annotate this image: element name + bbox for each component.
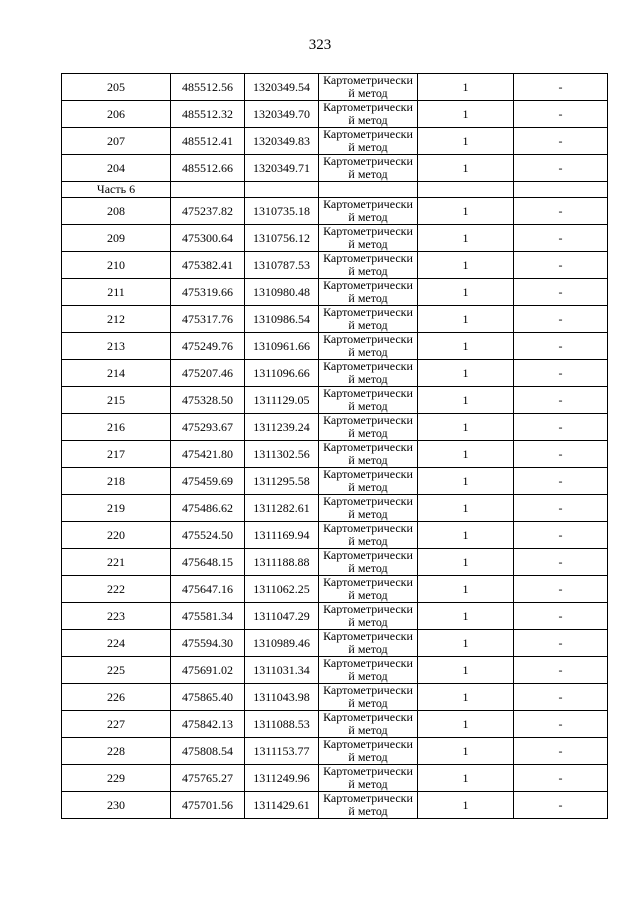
- x-coordinate-cell: 475594.30: [171, 630, 245, 657]
- table-row: [62, 387, 608, 414]
- coordinates-table-body: [62, 74, 608, 819]
- accuracy-cell: 1: [418, 657, 514, 684]
- y-coordinate-cell: 1311239.24: [245, 414, 319, 441]
- point-id-cell: 217: [62, 441, 171, 468]
- method-line: Картометрически: [323, 791, 413, 805]
- note-cell: -: [514, 576, 608, 603]
- method-line: й метод: [348, 399, 388, 413]
- method-line: Картометрически: [323, 710, 413, 724]
- x-coordinate-cell: 475328.50: [171, 387, 245, 414]
- accuracy-cell: 1: [418, 738, 514, 765]
- y-coordinate-cell: 1320349.71: [245, 155, 319, 182]
- x-coordinate-cell: 475207.46: [171, 360, 245, 387]
- point-id-cell: 215: [62, 387, 171, 414]
- table-row: [62, 711, 608, 738]
- x-coordinate-cell: 485512.32: [171, 101, 245, 128]
- table-row: [62, 792, 608, 819]
- point-id-cell: 227: [62, 711, 171, 738]
- point-id-cell: 230: [62, 792, 171, 819]
- method-cell: [319, 252, 418, 279]
- x-coordinate-cell: 485512.41: [171, 128, 245, 155]
- accuracy-cell: 1: [418, 101, 514, 128]
- x-coordinate-cell: 475249.76: [171, 333, 245, 360]
- method-cell: [319, 101, 418, 128]
- table-row: [62, 333, 608, 360]
- method-line: й метод: [348, 669, 388, 683]
- method-cell: [319, 360, 418, 387]
- y-coordinate-cell: 1311302.56: [245, 441, 319, 468]
- accuracy-cell: 1: [418, 468, 514, 495]
- section-row: [62, 182, 608, 198]
- accuracy-cell: 1: [418, 225, 514, 252]
- method-line: Картометрически: [323, 494, 413, 508]
- y-coordinate-cell: 1320349.70: [245, 101, 319, 128]
- method-line: Картометрически: [323, 386, 413, 400]
- x-coordinate-cell: 475691.02: [171, 657, 245, 684]
- x-coordinate-cell: 475865.40: [171, 684, 245, 711]
- x-coordinate-cell: 475382.41: [171, 252, 245, 279]
- method-line: Картометрически: [323, 73, 413, 87]
- point-id-cell: 210: [62, 252, 171, 279]
- table-row: [62, 468, 608, 495]
- x-coordinate-cell: 475648.15: [171, 549, 245, 576]
- note-cell: -: [514, 603, 608, 630]
- method-cell: [319, 333, 418, 360]
- method-cell: [319, 684, 418, 711]
- accuracy-cell: 1: [418, 792, 514, 819]
- method-line: й метод: [348, 318, 388, 332]
- x-coordinate-cell: 475581.34: [171, 603, 245, 630]
- table-row: [62, 576, 608, 603]
- y-coordinate-cell: 1310986.54: [245, 306, 319, 333]
- accuracy-cell: 1: [418, 576, 514, 603]
- table-row: [62, 657, 608, 684]
- method-line: й метод: [348, 615, 388, 629]
- table-row: [62, 74, 608, 101]
- method-line: й метод: [348, 507, 388, 521]
- note-cell: -: [514, 441, 608, 468]
- point-id-cell: 223: [62, 603, 171, 630]
- y-coordinate-cell: 1310756.12: [245, 225, 319, 252]
- method-cell: [319, 765, 418, 792]
- method-line: й метод: [348, 777, 388, 791]
- method-line: Картометрически: [323, 656, 413, 670]
- table-row: [62, 684, 608, 711]
- method-line: й метод: [348, 561, 388, 575]
- table-row: [62, 738, 608, 765]
- method-line: й метод: [348, 210, 388, 224]
- method-cell: [319, 74, 418, 101]
- note-cell: -: [514, 414, 608, 441]
- accuracy-cell: 1: [418, 684, 514, 711]
- x-coordinate-cell: 485512.66: [171, 155, 245, 182]
- point-id-cell: 229: [62, 765, 171, 792]
- method-line: Картометрически: [323, 548, 413, 562]
- method-cell: [319, 155, 418, 182]
- method-line: й метод: [348, 86, 388, 100]
- note-cell: -: [514, 198, 608, 225]
- accuracy-cell: 1: [418, 711, 514, 738]
- method-cell: [319, 630, 418, 657]
- y-coordinate-cell: 1311249.96: [245, 765, 319, 792]
- method-line: й метод: [348, 480, 388, 494]
- method-cell: [319, 306, 418, 333]
- note-cell: -: [514, 549, 608, 576]
- note-cell: -: [514, 684, 608, 711]
- method-line: Картометрически: [323, 629, 413, 643]
- method-line: Картометрически: [323, 764, 413, 778]
- accuracy-cell: 1: [418, 333, 514, 360]
- accuracy-cell: 1: [418, 495, 514, 522]
- note-cell: -: [514, 360, 608, 387]
- method-cell: [319, 225, 418, 252]
- y-coordinate-cell: 1311062.25: [245, 576, 319, 603]
- method-cell: [319, 792, 418, 819]
- method-line: Картометрически: [323, 278, 413, 292]
- x-coordinate-cell: 475765.27: [171, 765, 245, 792]
- table-row: [62, 279, 608, 306]
- method-cell: [319, 711, 418, 738]
- x-coordinate-cell: 475524.50: [171, 522, 245, 549]
- point-id-cell: 213: [62, 333, 171, 360]
- y-coordinate-cell: 1320349.83: [245, 128, 319, 155]
- x-coordinate-cell: 475237.82: [171, 198, 245, 225]
- note-cell: -: [514, 252, 608, 279]
- accuracy-cell: 1: [418, 198, 514, 225]
- method-cell: [319, 657, 418, 684]
- note-cell: -: [514, 711, 608, 738]
- method-cell: [319, 198, 418, 225]
- x-coordinate-cell: 475300.64: [171, 225, 245, 252]
- method-line: й метод: [348, 642, 388, 656]
- method-line: й метод: [348, 140, 388, 154]
- table-row: [62, 101, 608, 128]
- method-line: Картометрически: [323, 332, 413, 346]
- y-coordinate-cell: 1311153.77: [245, 738, 319, 765]
- table-row: [62, 225, 608, 252]
- note-cell: -: [514, 279, 608, 306]
- point-id-cell: 211: [62, 279, 171, 306]
- note-cell: -: [514, 225, 608, 252]
- point-id-cell: 220: [62, 522, 171, 549]
- x-coordinate-cell: 475808.54: [171, 738, 245, 765]
- method-cell: [319, 279, 418, 306]
- accuracy-cell: 1: [418, 128, 514, 155]
- accuracy-cell: 1: [418, 441, 514, 468]
- x-coordinate-cell: 475486.62: [171, 495, 245, 522]
- method-cell: [319, 128, 418, 155]
- y-coordinate-cell: 1311429.61: [245, 792, 319, 819]
- method-line: й метод: [348, 534, 388, 548]
- empty-cell: [245, 182, 319, 198]
- y-coordinate-cell: 1311031.34: [245, 657, 319, 684]
- x-coordinate-cell: 475421.80: [171, 441, 245, 468]
- method-line: Картометрически: [323, 602, 413, 616]
- note-cell: -: [514, 657, 608, 684]
- y-coordinate-cell: 1311129.05: [245, 387, 319, 414]
- method-cell: [319, 738, 418, 765]
- point-id-cell: 216: [62, 414, 171, 441]
- method-line: й метод: [348, 453, 388, 467]
- point-id-cell: 218: [62, 468, 171, 495]
- table-row: [62, 155, 608, 182]
- note-cell: -: [514, 387, 608, 414]
- table-row: [62, 441, 608, 468]
- method-line: Картометрически: [323, 440, 413, 454]
- section-label: Часть 6: [62, 182, 171, 198]
- note-cell: -: [514, 128, 608, 155]
- y-coordinate-cell: 1310980.48: [245, 279, 319, 306]
- page-number: 323: [308, 37, 332, 53]
- y-coordinate-cell: 1310735.18: [245, 198, 319, 225]
- point-id-cell: 206: [62, 101, 171, 128]
- accuracy-cell: 1: [418, 306, 514, 333]
- y-coordinate-cell: 1311047.29: [245, 603, 319, 630]
- method-line: й метод: [348, 345, 388, 359]
- empty-cell: [514, 182, 608, 198]
- note-cell: -: [514, 74, 608, 101]
- point-id-cell: 207: [62, 128, 171, 155]
- y-coordinate-cell: 1311096.66: [245, 360, 319, 387]
- x-coordinate-cell: 475317.76: [171, 306, 245, 333]
- y-coordinate-cell: 1310961.66: [245, 333, 319, 360]
- method-line: й метод: [348, 167, 388, 181]
- x-coordinate-cell: 475701.56: [171, 792, 245, 819]
- method-line: Картометрически: [323, 305, 413, 319]
- table-row: [62, 414, 608, 441]
- method-cell: [319, 549, 418, 576]
- x-coordinate-cell: 485512.56: [171, 74, 245, 101]
- method-cell: [319, 387, 418, 414]
- point-id-cell: 209: [62, 225, 171, 252]
- y-coordinate-cell: 1311043.98: [245, 684, 319, 711]
- point-id-cell: 205: [62, 74, 171, 101]
- point-id-cell: 214: [62, 360, 171, 387]
- note-cell: -: [514, 630, 608, 657]
- method-line: Картометрически: [323, 197, 413, 211]
- method-line: Картометрически: [323, 224, 413, 238]
- x-coordinate-cell: 475647.16: [171, 576, 245, 603]
- method-line: й метод: [348, 696, 388, 710]
- note-cell: -: [514, 468, 608, 495]
- method-line: й метод: [348, 588, 388, 602]
- accuracy-cell: 1: [418, 155, 514, 182]
- method-line: Картометрически: [323, 100, 413, 114]
- note-cell: -: [514, 155, 608, 182]
- accuracy-cell: 1: [418, 387, 514, 414]
- method-cell: [319, 576, 418, 603]
- method-line: Картометрически: [323, 154, 413, 168]
- accuracy-cell: 1: [418, 765, 514, 792]
- table-row: [62, 360, 608, 387]
- point-id-cell: 204: [62, 155, 171, 182]
- point-id-cell: 222: [62, 576, 171, 603]
- method-line: й метод: [348, 372, 388, 386]
- point-id-cell: 219: [62, 495, 171, 522]
- point-id-cell: 208: [62, 198, 171, 225]
- method-line: Картометрически: [323, 737, 413, 751]
- table-row: [62, 630, 608, 657]
- y-coordinate-cell: 1310989.46: [245, 630, 319, 657]
- point-id-cell: 226: [62, 684, 171, 711]
- table-row: [62, 128, 608, 155]
- table-row: [62, 198, 608, 225]
- x-coordinate-cell: 475319.66: [171, 279, 245, 306]
- note-cell: -: [514, 522, 608, 549]
- method-line: й метод: [348, 237, 388, 251]
- accuracy-cell: 1: [418, 279, 514, 306]
- accuracy-cell: 1: [418, 74, 514, 101]
- empty-cell: [319, 182, 418, 198]
- y-coordinate-cell: 1311295.58: [245, 468, 319, 495]
- accuracy-cell: 1: [418, 414, 514, 441]
- y-coordinate-cell: 1310787.53: [245, 252, 319, 279]
- method-line: Картометрически: [323, 575, 413, 589]
- method-line: Картометрически: [323, 521, 413, 535]
- empty-cell: [171, 182, 245, 198]
- table-row: [62, 306, 608, 333]
- note-cell: -: [514, 738, 608, 765]
- method-line: й метод: [348, 113, 388, 127]
- method-cell: [319, 603, 418, 630]
- accuracy-cell: 1: [418, 603, 514, 630]
- method-line: й метод: [348, 750, 388, 764]
- coordinates-table: [61, 73, 608, 819]
- method-line: Картометрически: [323, 251, 413, 265]
- table-row: [62, 252, 608, 279]
- note-cell: -: [514, 765, 608, 792]
- x-coordinate-cell: 475842.13: [171, 711, 245, 738]
- note-cell: -: [514, 306, 608, 333]
- method-line: Картометрически: [323, 683, 413, 697]
- method-cell: [319, 495, 418, 522]
- point-id-cell: 224: [62, 630, 171, 657]
- table-row: [62, 603, 608, 630]
- note-cell: -: [514, 333, 608, 360]
- y-coordinate-cell: 1311188.88: [245, 549, 319, 576]
- method-line: й метод: [348, 264, 388, 278]
- method-line: й метод: [348, 291, 388, 305]
- method-cell: [319, 414, 418, 441]
- x-coordinate-cell: 475293.67: [171, 414, 245, 441]
- x-coordinate-cell: 475459.69: [171, 468, 245, 495]
- method-line: й метод: [348, 723, 388, 737]
- accuracy-cell: 1: [418, 522, 514, 549]
- accuracy-cell: 1: [418, 360, 514, 387]
- accuracy-cell: 1: [418, 549, 514, 576]
- note-cell: -: [514, 792, 608, 819]
- method-line: Картометрически: [323, 359, 413, 373]
- y-coordinate-cell: 1311169.94: [245, 522, 319, 549]
- method-cell: [319, 441, 418, 468]
- accuracy-cell: 1: [418, 252, 514, 279]
- note-cell: -: [514, 495, 608, 522]
- table-row: [62, 765, 608, 792]
- note-cell: -: [514, 101, 608, 128]
- empty-cell: [418, 182, 514, 198]
- y-coordinate-cell: 1311088.53: [245, 711, 319, 738]
- point-id-cell: 221: [62, 549, 171, 576]
- method-cell: [319, 468, 418, 495]
- point-id-cell: 225: [62, 657, 171, 684]
- y-coordinate-cell: 1311282.61: [245, 495, 319, 522]
- accuracy-cell: 1: [418, 630, 514, 657]
- method-line: Картометрически: [323, 467, 413, 481]
- method-line: й метод: [348, 426, 388, 440]
- table-row: [62, 549, 608, 576]
- method-cell: [319, 522, 418, 549]
- point-id-cell: 228: [62, 738, 171, 765]
- y-coordinate-cell: 1320349.54: [245, 74, 319, 101]
- table-row: [62, 495, 608, 522]
- method-line: Картометрически: [323, 127, 413, 141]
- table-row: [62, 522, 608, 549]
- point-id-cell: 212: [62, 306, 171, 333]
- method-line: й метод: [348, 804, 388, 818]
- method-line: Картометрически: [323, 413, 413, 427]
